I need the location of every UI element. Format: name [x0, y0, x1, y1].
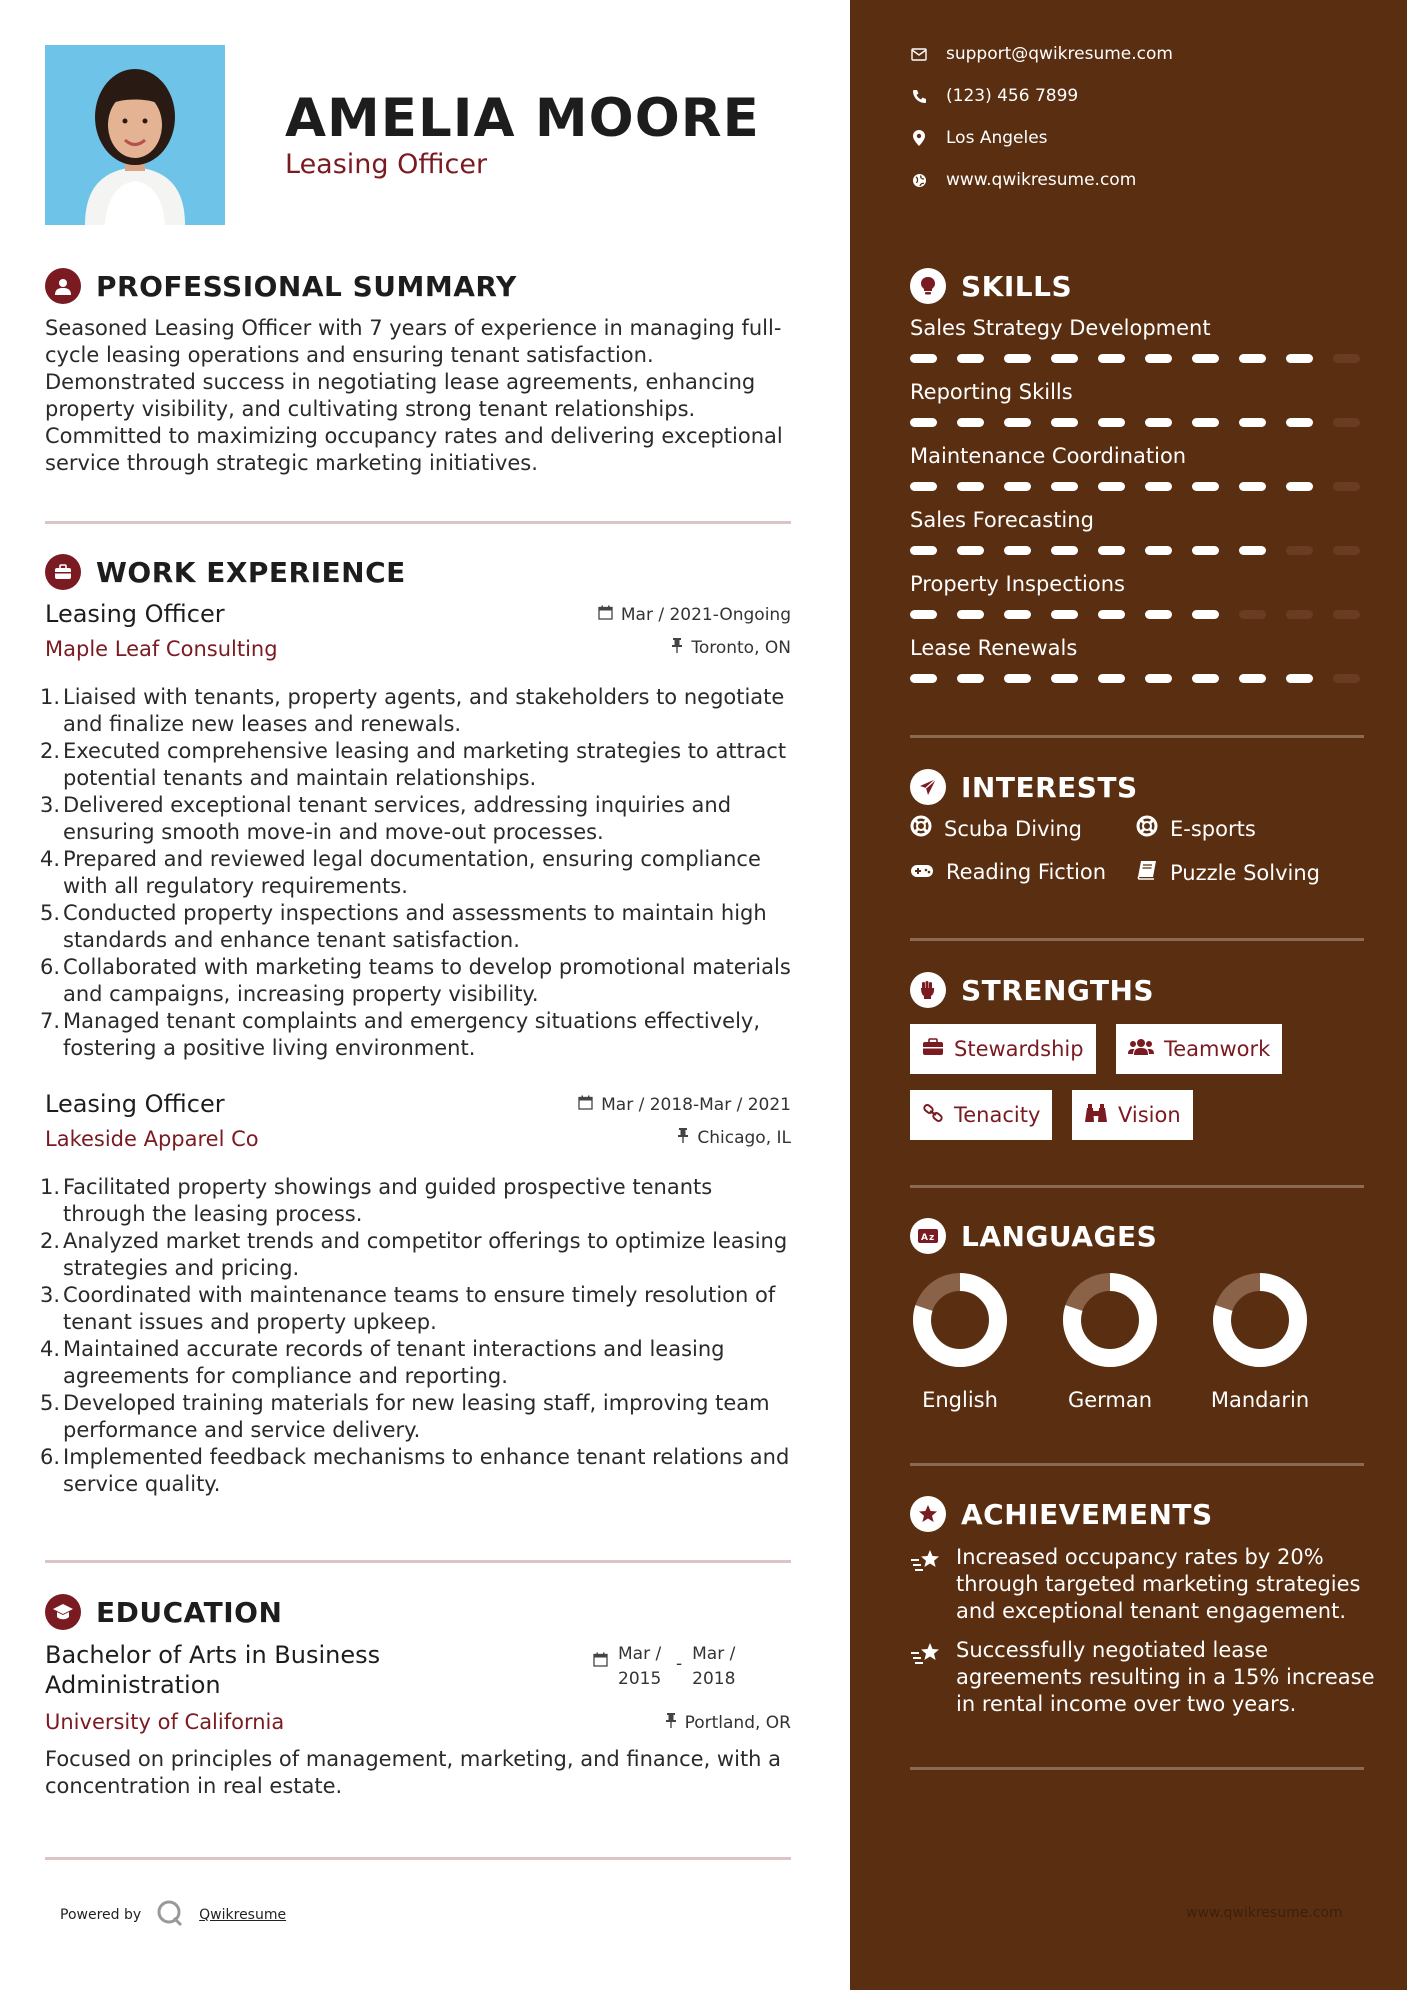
translate-icon [910, 1218, 946, 1254]
skill-dash [1145, 674, 1172, 683]
qwikresume-link[interactable]: Qwikresume [199, 1907, 287, 1923]
list-item: 1. Facilitated property showings and guided prospective tenants through the leasing process. [40, 1175, 713, 1226]
list-item: 5. Conducted property inspections and assessments to maintain high standards and enhance tenant satisfaction. [40, 901, 767, 952]
skill-dash [1333, 674, 1360, 683]
skill-dash [1004, 482, 1031, 491]
link-icon [922, 1102, 944, 1129]
edu-location: Portland, OR [665, 1713, 791, 1733]
skill-dash [1239, 610, 1266, 619]
skill-dash [1333, 546, 1360, 555]
skill-dash [1192, 546, 1219, 555]
list-item: 3. Delivered exceptional tenant services, addressing inquiries and ensuring smooth move-in and move-out processes. [40, 793, 732, 844]
edu-degree: Bachelor of Arts in Business Administration [45, 1641, 381, 1699]
summary-text: Seasoned Leasing Officer with 7 years of experience in managing full-cycle leasing operations and ensuring tenant satisfaction. Demonstrated success in negotiating lease agreements, enhancing property visibility, and cultivating strong tenant relationships. Committed to maximizing occupancy rates and delivering exceptional service through strategic marketing initiatives. [45, 316, 783, 475]
skill-dash [1051, 482, 1078, 491]
binoculars-icon [1084, 1103, 1108, 1128]
skill-dash [1333, 482, 1360, 491]
list-item: 6. Implemented feedback mechanisms to enhance tenant relations and service quality. [40, 1445, 790, 1496]
skill-dash [1239, 418, 1266, 427]
skill-level-bar [910, 610, 1370, 619]
skill-dash [1286, 610, 1313, 619]
list-item: 4. Prepared and reviewed legal documentation, ensuring compliance with all regulatory requirements. [40, 847, 761, 898]
achievements-heading: ACHIEVEMENTS [910, 1496, 1213, 1532]
skill-dash [1145, 418, 1172, 427]
languages-heading: A z LANGUAGES [910, 1218, 1157, 1254]
skills-heading: SKILLS [910, 268, 1072, 304]
email-link[interactable]: support@qwikresume.com [946, 44, 1173, 64]
edu-date-separator: - [676, 1654, 683, 1674]
skill-dash [1004, 546, 1031, 555]
edu-end-date: Mar / 2018 [692, 1644, 736, 1689]
skill-item: Sales Strategy Development [910, 316, 1370, 363]
contact-phone: (123) 456 7899 [910, 86, 1078, 106]
divider [45, 521, 791, 524]
footer-site: www.qwikresume.com [1186, 1905, 1343, 1921]
skill-dash [1051, 674, 1078, 683]
interests-heading: INTERESTS [910, 769, 1138, 805]
skill-dash [1051, 610, 1078, 619]
skill-dash [1098, 674, 1125, 683]
job-entry [40, 600, 791, 1062]
achievement-item: Increased occupancy rates by 20% through targeted marketing strategies and exceptional tenant engagement. [910, 1544, 1380, 1625]
paper-plane-icon [910, 769, 946, 805]
pin-icon [665, 1713, 677, 1733]
users-icon [1128, 1037, 1154, 1061]
pin-icon [671, 638, 683, 658]
achievement-item: Successfully negotiated lease agreements resulting in a 15% increase in rental income over two years. [910, 1637, 1380, 1718]
list-item: 2. Executed comprehensive leasing and marketing strategies to attract potential tenants and maintain relationships. [40, 739, 787, 790]
job-duties [40, 684, 791, 1062]
skill-dash [1145, 610, 1172, 619]
list-item: 7. Managed tenant complaints and emergency situations effectively, fostering a positive living environment. [40, 1009, 761, 1060]
contact-location: Los Angeles [910, 128, 1048, 148]
skill-dash [1286, 674, 1313, 683]
sidebar [850, 0, 1407, 1990]
star-badge-icon [910, 1496, 946, 1532]
strength-chip: Vision [1072, 1090, 1193, 1140]
skill-dash [1192, 674, 1219, 683]
contact-email [910, 44, 1173, 64]
skill-dash [1239, 674, 1266, 683]
edu-start-date: Mar / 2015 [618, 1644, 662, 1689]
skill-dash [957, 354, 984, 363]
strength-chip: Stewardship [910, 1024, 1096, 1074]
skill-dash [910, 674, 937, 683]
divider [910, 1767, 1364, 1770]
divider [910, 1185, 1364, 1188]
candidate-title: Leasing Officer [285, 149, 488, 180]
skill-item: Property Inspections [910, 572, 1370, 619]
language-level-ring [1210, 1270, 1310, 1370]
skill-dash [957, 610, 984, 619]
skill-dash [1098, 354, 1125, 363]
strength-chip: Teamwork [1116, 1024, 1282, 1074]
skill-dash [910, 418, 937, 427]
job-duties [40, 1174, 791, 1498]
skill-dash [1004, 418, 1031, 427]
skill-item: Sales Forecasting [910, 508, 1370, 555]
skill-dash [1098, 482, 1125, 491]
skill-dash [1004, 674, 1031, 683]
skill-dash [1098, 418, 1125, 427]
job-role: Leasing Officer [45, 600, 225, 628]
skill-dash [957, 674, 984, 683]
lifebuoy-icon [1136, 815, 1158, 842]
language-item: English [905, 1270, 1015, 1412]
skill-dash [1145, 482, 1172, 491]
skill-dash [1004, 354, 1031, 363]
language-level-ring [1060, 1270, 1160, 1370]
skill-level-bar [910, 482, 1370, 491]
qwikresume-logo-icon [155, 1898, 185, 1932]
skill-dash [1333, 610, 1360, 619]
language-level-ring [910, 1270, 1010, 1370]
briefcase-icon [45, 554, 81, 590]
globe-icon [910, 171, 928, 189]
skill-item: Lease Renewals [910, 636, 1370, 683]
profile-photo [45, 45, 225, 225]
skill-dash [910, 482, 937, 491]
strength-chip: Tenacity [910, 1090, 1052, 1140]
list-item: 3. Coordinated with maintenance teams to ensure timely resolution of tenant issues and property upkeep. [40, 1283, 776, 1334]
interest-item: E-sports [1136, 815, 1256, 842]
user-icon [45, 268, 81, 304]
svg-text:A: A [921, 1233, 928, 1243]
skill-item: Maintenance Coordination [910, 444, 1370, 491]
fist-icon [910, 972, 946, 1008]
interest-item: Scuba Diving [910, 815, 1082, 842]
skill-dash [1239, 354, 1266, 363]
list-item: 5. Developed training materials for new leasing staff, improving team performance and service delivery. [40, 1391, 770, 1442]
edu-school: University of California [45, 1710, 285, 1734]
briefcase-icon [922, 1037, 944, 1061]
skill-dash [1051, 418, 1078, 427]
skill-dash [1192, 418, 1219, 427]
lightbulb-icon [910, 268, 946, 304]
calendar-icon [578, 1095, 593, 1115]
skill-dash [1004, 610, 1031, 619]
experience-heading: WORK EXPERIENCE [45, 554, 406, 590]
divider [45, 1560, 791, 1563]
skill-dash [1333, 418, 1360, 427]
edu-dates [593, 1642, 740, 1692]
skill-level-bar [910, 418, 1370, 427]
lifebuoy-icon [910, 815, 932, 842]
job-location: Chicago, IL [677, 1128, 791, 1148]
skill-level-bar [910, 546, 1370, 555]
skill-dash [1286, 546, 1313, 555]
skill-dash [910, 546, 937, 555]
footer [60, 1898, 286, 1932]
phone-icon [910, 87, 928, 105]
skill-dash [910, 354, 937, 363]
divider [910, 938, 1364, 941]
summary-heading: PROFESSIONAL SUMMARY [45, 268, 517, 304]
book-icon [1136, 860, 1158, 885]
divider [910, 735, 1364, 738]
job-company: Lakeside Apparel Co [45, 1127, 259, 1151]
education-heading: EDUCATION [45, 1594, 282, 1630]
skill-dash [1192, 354, 1219, 363]
job-date: Mar / 2018-Mar / 2021 [578, 1095, 791, 1115]
map-marker-icon [910, 129, 928, 147]
envelope-icon [910, 45, 928, 63]
skill-level-bar [910, 674, 1370, 683]
skill-item: Reporting Skills [910, 380, 1370, 427]
skill-dash [1286, 354, 1313, 363]
skill-dash [957, 482, 984, 491]
list-item: 4. Maintained accurate records of tenant interactions and leasing agreements for compliance and reporting. [40, 1337, 725, 1388]
candidate-name: AMELIA MOORE [285, 88, 760, 149]
shooting-star-icon [910, 1544, 942, 1625]
contact-website [910, 170, 1136, 190]
job-date: Mar / 2021-Ongoing [598, 605, 791, 625]
list-item: 1. Liaised with tenants, property agents, and stakeholders to negotiate and finalize new leases and renewals. [40, 685, 785, 736]
skill-dash [1051, 546, 1078, 555]
skill-dash [910, 610, 937, 619]
skill-dash [1192, 482, 1219, 491]
skill-dash [1098, 546, 1125, 555]
edu-description: Focused on principles of management, marketing, and finance, with a concentration in real estate. [45, 1747, 782, 1798]
skill-level-bar [910, 354, 1370, 363]
graduation-cap-icon [45, 1594, 81, 1630]
divider [45, 1857, 791, 1860]
job-company: Maple Leaf Consulting [45, 637, 278, 661]
skill-dash [1051, 354, 1078, 363]
education-entry [45, 1640, 791, 1798]
skill-dash [957, 418, 984, 427]
svg-text:z: z [929, 1233, 935, 1243]
divider [910, 1463, 1364, 1466]
skill-dash [1145, 354, 1172, 363]
skill-dash [1098, 610, 1125, 619]
interest-item: Puzzle Solving [1136, 860, 1320, 885]
skill-dash [1286, 418, 1313, 427]
gamepad-icon [910, 860, 934, 884]
interest-item: Reading Fiction [910, 860, 1106, 884]
skill-dash [1239, 482, 1266, 491]
language-item: Mandarin [1205, 1270, 1315, 1412]
skill-dash [957, 546, 984, 555]
language-item: German [1055, 1270, 1165, 1412]
job-entry [40, 1090, 791, 1498]
list-item: 2. Analyzed market trends and competitor offerings to optimize leasing strategies and pricing. [40, 1229, 788, 1280]
powered-by-label: Powered by [60, 1907, 142, 1923]
calendar-icon [598, 605, 613, 625]
skill-dash [1192, 610, 1219, 619]
list-item: 6. Collaborated with marketing teams to develop promotional materials and campaigns, increasing property visibility. [40, 955, 791, 1006]
job-role: Leasing Officer [45, 1090, 225, 1118]
skill-dash [1333, 354, 1360, 363]
skill-dash [1239, 546, 1266, 555]
skill-dash [1145, 546, 1172, 555]
website-link[interactable]: www.qwikresume.com [946, 170, 1137, 190]
skill-dash [1286, 482, 1313, 491]
strengths-heading: STRENGTHS [910, 972, 1154, 1008]
job-location: Toronto, ON [671, 638, 791, 658]
calendar-icon [593, 1642, 608, 1675]
pin-icon [677, 1128, 689, 1148]
shooting-star-icon [910, 1637, 942, 1718]
